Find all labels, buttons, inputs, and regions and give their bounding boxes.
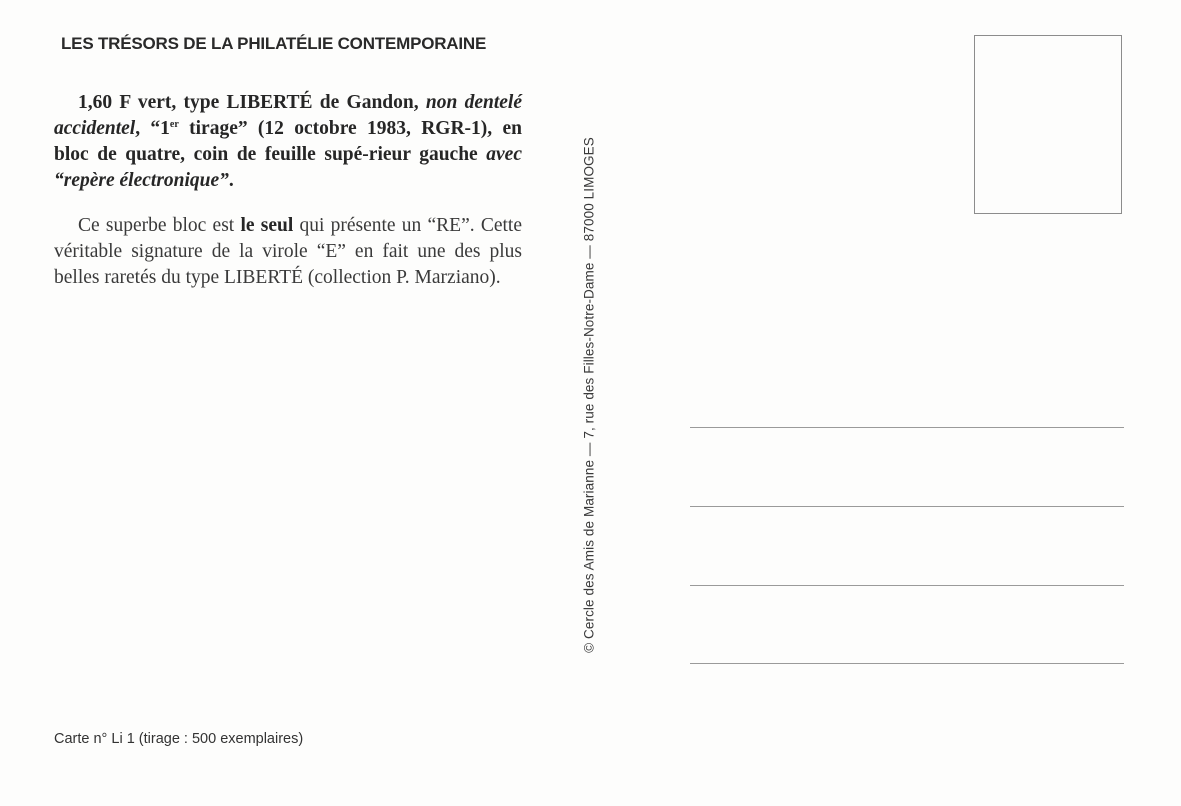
description-part-3: , “1 [135,118,170,139]
publisher-credit-text: © Cercle des Amis de Marianne — 7, rue des Filles-Notre-Dame — 87000 LIMOGES [581,137,597,653]
description-part-5: avec “repère électronique” [54,144,527,191]
description-part-4: tirage” (12 octobre 1983, RGR-1), en bloc de quatre, coin de feuille supé-rieur gauche [54,118,527,165]
series-heading: LES TRÉSORS DE LA PHILATÉLIE CONTEMPORAINE [61,34,487,53]
address-line [690,506,1124,507]
rarity-part-2: le seul [240,215,294,236]
address-line [690,427,1124,428]
address-line [690,663,1124,664]
publisher-credit [578,80,600,710]
address-line [690,585,1124,586]
rarity-part-1: Ce superbe bloc est [78,215,241,236]
rarity-part-3: qui présente un “RE”. Cette véritable signature de la virole “E” en fait une des plus belles raretés du type LIBERTÉ (collection P. Marziano). [54,215,527,288]
description-superscript: er [169,119,179,130]
rarity-paragraph [54,213,527,291]
card-number-footer: Carte n° Li 1 (tirage : 500 exemplaires) [54,731,304,747]
stamp-description [54,90,527,194]
description-part-2: non dentelé accidentel [54,92,527,139]
description-part-6: . [228,170,234,191]
description-part-1: 1,60 F vert, type LIBERTÉ de Gandon, [78,92,426,113]
stamp-placement-box [974,35,1122,214]
